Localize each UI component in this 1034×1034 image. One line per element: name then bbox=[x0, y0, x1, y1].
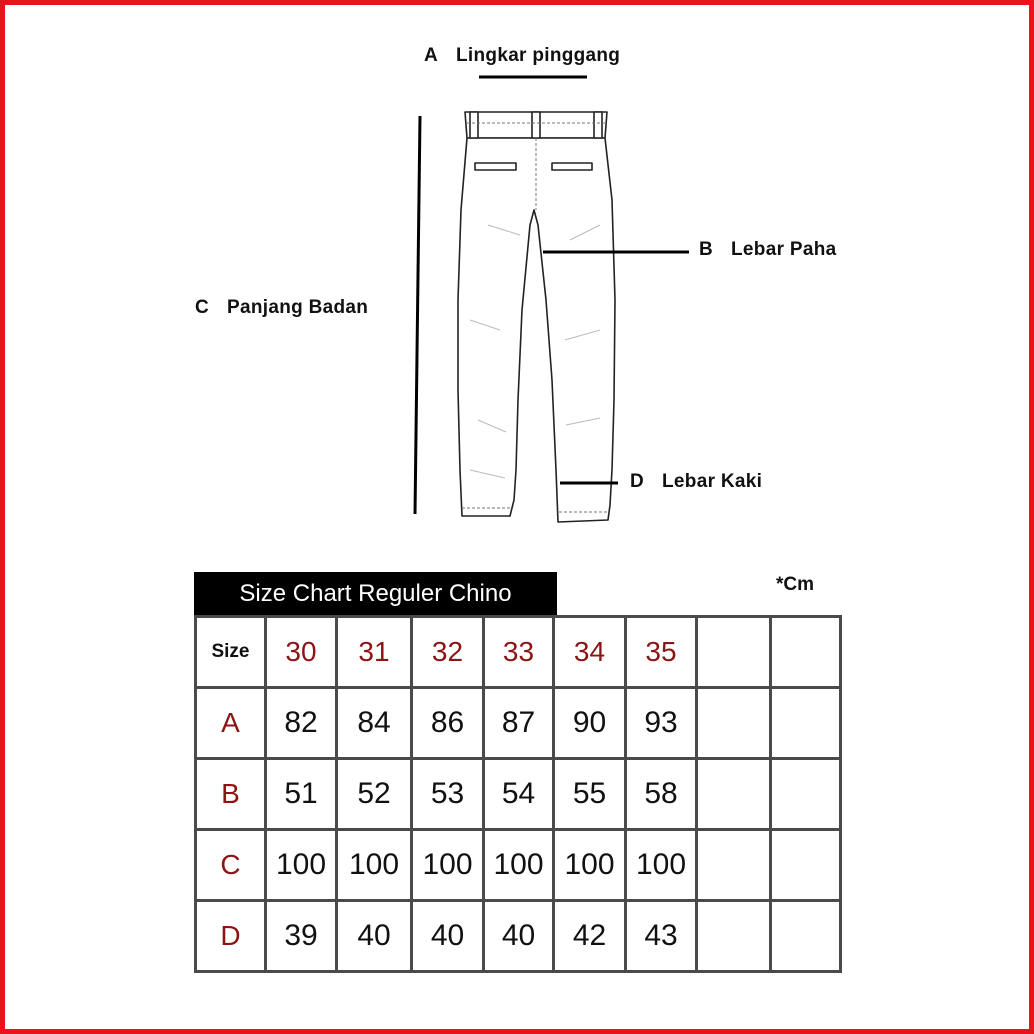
table-row-a bbox=[196, 688, 841, 759]
value-cell bbox=[771, 688, 841, 759]
value-cell: 100 bbox=[266, 830, 337, 901]
measure-label-a: A Lingkar pinggang bbox=[424, 45, 621, 66]
value-cell bbox=[771, 901, 841, 972]
size-cell bbox=[771, 617, 841, 688]
value-cell: 100 bbox=[412, 830, 484, 901]
value-cell: 53 bbox=[412, 759, 484, 830]
value-cell bbox=[697, 830, 771, 901]
value-cell bbox=[771, 830, 841, 901]
belt-loop bbox=[594, 112, 602, 138]
measure-label-b: B Lebar Paha bbox=[699, 239, 837, 260]
value-cell: 51 bbox=[266, 759, 337, 830]
size-cell: 30 bbox=[266, 617, 337, 688]
value-cell: 54 bbox=[484, 759, 554, 830]
unit-note: *Cm bbox=[776, 574, 815, 595]
size-cell: 32 bbox=[412, 617, 484, 688]
size-cell: 35 bbox=[626, 617, 697, 688]
size-cell: 31 bbox=[337, 617, 412, 688]
size-chart-title: Size Chart Reguler Chino bbox=[194, 572, 557, 616]
back-pocket bbox=[475, 163, 516, 170]
size-chart-table bbox=[194, 615, 842, 973]
table-row-c bbox=[196, 830, 841, 901]
value-cell: 82 bbox=[266, 688, 337, 759]
value-cell: 100 bbox=[484, 830, 554, 901]
table-row-sizes bbox=[196, 617, 841, 688]
size-header-label: Size bbox=[196, 617, 266, 688]
value-cell: 93 bbox=[626, 688, 697, 759]
size-cell: 34 bbox=[554, 617, 626, 688]
value-cell bbox=[697, 759, 771, 830]
row-label: D bbox=[196, 901, 266, 972]
measure-label-d: D Lebar Kaki bbox=[630, 471, 763, 492]
value-cell: 52 bbox=[337, 759, 412, 830]
value-cell: 90 bbox=[554, 688, 626, 759]
value-cell: 100 bbox=[337, 830, 412, 901]
value-cell bbox=[697, 901, 771, 972]
value-cell: 86 bbox=[412, 688, 484, 759]
belt-loop bbox=[532, 112, 540, 138]
value-cell: 40 bbox=[337, 901, 412, 972]
value-cell: 43 bbox=[626, 901, 697, 972]
table-row-d bbox=[196, 901, 841, 972]
back-pocket bbox=[552, 163, 592, 170]
value-cell: 58 bbox=[626, 759, 697, 830]
value-cell bbox=[771, 759, 841, 830]
length-line bbox=[415, 116, 420, 514]
value-cell: 39 bbox=[266, 901, 337, 972]
row-label: C bbox=[196, 830, 266, 901]
value-cell: 84 bbox=[337, 688, 412, 759]
belt-loop bbox=[470, 112, 478, 138]
value-cell bbox=[697, 688, 771, 759]
size-cell bbox=[697, 617, 771, 688]
value-cell: 42 bbox=[554, 901, 626, 972]
row-label: A bbox=[196, 688, 266, 759]
value-cell: 100 bbox=[626, 830, 697, 901]
value-cell: 100 bbox=[554, 830, 626, 901]
table-row-b bbox=[196, 759, 841, 830]
measure-label-c: C Panjang Badan bbox=[195, 297, 369, 318]
value-cell: 40 bbox=[412, 901, 484, 972]
size-cell: 33 bbox=[484, 617, 554, 688]
value-cell: 55 bbox=[554, 759, 626, 830]
row-label: B bbox=[196, 759, 266, 830]
value-cell: 87 bbox=[484, 688, 554, 759]
value-cell: 40 bbox=[484, 901, 554, 972]
